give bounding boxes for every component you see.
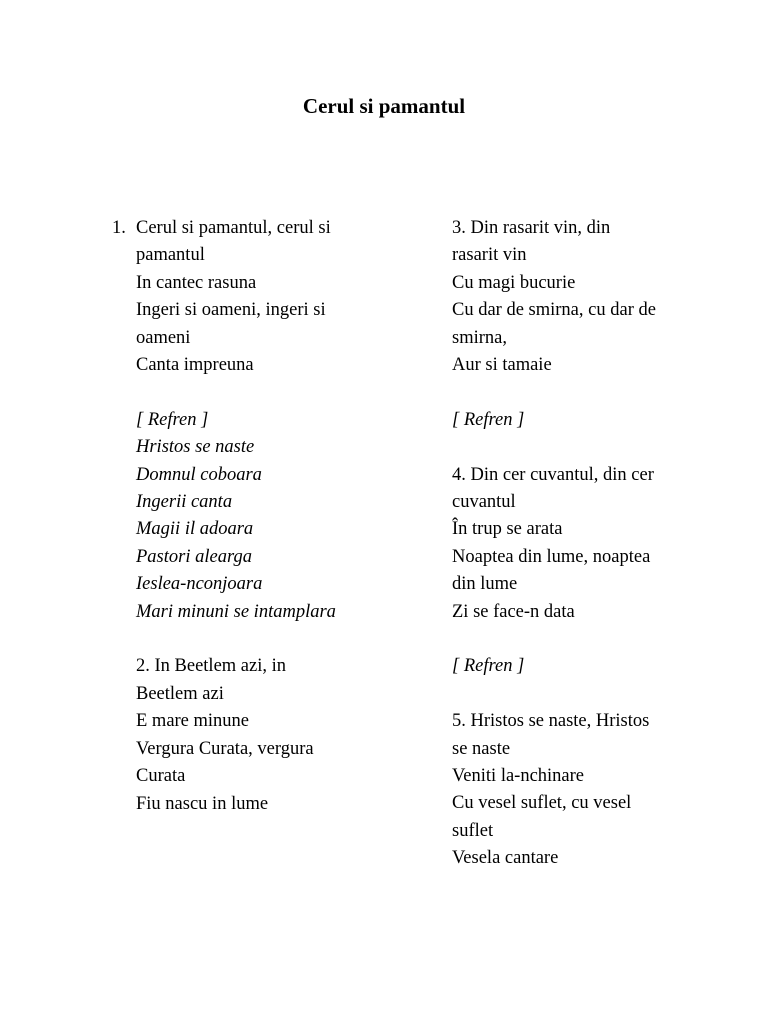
refrain-reference: [ Refren ] — [452, 656, 525, 677]
verse-line: 4. Din cer cuvantul, din cer — [452, 464, 654, 485]
verse-line: Cu dar de smirna, cu dar de — [452, 300, 656, 321]
verse-line: Vesela cantare — [452, 848, 559, 869]
verse-2 — [136, 653, 436, 817]
refrain — [136, 407, 436, 626]
refrain-line: Ieslea-nconjoara — [136, 574, 263, 595]
verse-5 — [452, 708, 692, 872]
refrain-line: Ingerii canta — [136, 492, 233, 513]
verse-line: Canta impreuna — [136, 355, 254, 376]
verse-line: 5. Hristos se naste, Hristos — [452, 711, 650, 732]
verse-line: Aur si tamaie — [452, 355, 552, 376]
verse-line: 2. In Beetlem azi, in — [136, 656, 287, 677]
verse-line: Cu magi bucurie — [452, 272, 576, 293]
verse-line: Ingeri si oameni, ingeri si — [136, 300, 326, 321]
refrain-reference: [ Refren ] — [452, 409, 525, 430]
verse-line: oameni — [136, 327, 191, 348]
verse-line: Fiu nascu in lume — [136, 793, 269, 814]
left-column — [112, 215, 436, 818]
right-column — [452, 215, 692, 873]
verse-number: 1. — [112, 218, 126, 238]
verse-line: Zi se face-n data — [452, 601, 575, 622]
verse-line: În trup se arata — [452, 519, 563, 540]
verse-line: E mare minune — [136, 711, 250, 732]
verse-line: smirna, — [452, 327, 507, 348]
verse-line: Beetlem azi — [136, 683, 224, 704]
verse-line: cuvantul — [452, 492, 516, 513]
verse-line: 3. Din rasarit vin, din — [452, 218, 611, 238]
verse-line: Cerul si pamantul, cerul si — [136, 218, 331, 238]
verse-line: Curata — [136, 766, 186, 787]
refrain-line: Mari minuni se intamplara — [136, 601, 336, 622]
verse-line: In cantec rasuna — [136, 272, 257, 293]
refrain-line: Pastori alearga — [136, 546, 252, 567]
verse-3 — [452, 215, 692, 379]
verse-1 — [112, 215, 436, 379]
verse-line: pamantul — [136, 245, 205, 266]
verse-4 — [452, 462, 692, 626]
page-title: Cerul si pamantul — [302, 94, 466, 118]
refrain-line: Hristos se naste — [136, 437, 255, 458]
refrain-heading: [ Refren ] — [136, 409, 209, 430]
verse-line: Veniti la-nchinare — [452, 766, 585, 787]
verse-line: rasarit vin — [452, 245, 527, 266]
verse-line: se naste — [452, 738, 511, 759]
verse-line: Noaptea din lume, noaptea — [452, 546, 651, 567]
verse-line: Vergura Curata, vergura — [136, 738, 314, 759]
verse-line: din lume — [452, 574, 518, 595]
verse-line: Cu vesel suflet, cu vesel — [452, 793, 632, 814]
refrain-line: Domnul coboara — [136, 464, 262, 485]
verse-line: suflet — [452, 820, 494, 841]
refrain-line: Magii il adoara — [136, 519, 254, 540]
